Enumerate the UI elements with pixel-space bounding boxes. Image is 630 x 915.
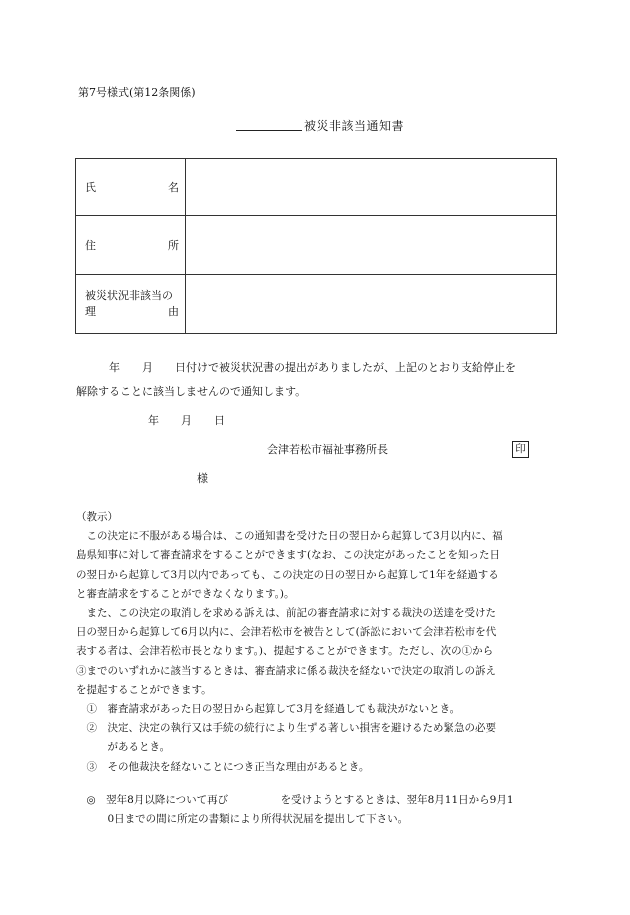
instructions-line: 島県知事に対して審査請求をすることができます(なお、この決定があったことを知った日 bbox=[76, 549, 500, 562]
name-label bbox=[76, 159, 186, 216]
form-reference: 第7号様式(第12条関係) bbox=[78, 86, 196, 99]
instructions-line: があるとき。 bbox=[76, 741, 171, 754]
instructions-line: の翌日から起算して3月以内であっても、この決定の日の翌日から起算して1年を経過する bbox=[76, 568, 499, 581]
reason-label-line2b: 由 bbox=[168, 305, 179, 318]
addressee-suffix: 様 bbox=[197, 472, 208, 485]
instructions-line: ① 審査請求があった日の翌日から起算して3月を経過しても裁決がないとき。 bbox=[76, 703, 461, 716]
info-table bbox=[75, 158, 557, 334]
instructions-section bbox=[76, 508, 556, 829]
instructions-line: 日の翌日から起算して6月以内に、会津若松市を被告として(訴訟において会津若松市を代 bbox=[76, 626, 497, 639]
address-value[interactable] bbox=[186, 216, 557, 275]
document-title: 被災非該当通知書 bbox=[304, 119, 405, 133]
body-line-2: 解除することに該当しませんので通知します。 bbox=[76, 385, 307, 398]
address-label-b: 所 bbox=[168, 239, 179, 252]
reason-value[interactable] bbox=[186, 275, 557, 334]
issuer-name: 会津若松市福祉事務所長 bbox=[267, 443, 388, 456]
name-label-a: 氏 bbox=[85, 181, 96, 194]
name-value[interactable] bbox=[186, 159, 557, 216]
instructions-line: また、この決定の取消しを求める訴えは、前記の審査請求に対する裁決の送達を受けた bbox=[76, 607, 496, 620]
address-label bbox=[76, 216, 186, 275]
instructions-line: ③までのいずれかに該当するときは、審査請求に係る裁決を経ないで決定の取消しの訴え bbox=[76, 664, 496, 677]
instructions-heading: （教示） bbox=[76, 511, 118, 523]
reason-row bbox=[76, 275, 557, 334]
name-row bbox=[76, 159, 557, 216]
body-line-1: 年 月 日付けで被災状況書の提出がありましたが、上記のとおり支給停止を bbox=[76, 361, 516, 374]
address-label-a: 住 bbox=[85, 239, 96, 252]
reason-label bbox=[76, 275, 186, 334]
name-label-b: 名 bbox=[168, 181, 179, 194]
remark-line-1: ◎ 翌年8月以降について再び を受けようとするときは、翌年8月11日から9月1 bbox=[76, 793, 514, 806]
instructions-spacer bbox=[76, 777, 556, 791]
seal-mark: 印 bbox=[512, 441, 529, 458]
remark-line-2: 0日までの間に所定の書類により所得状況届を提出して下さい。 bbox=[76, 813, 409, 826]
instructions-line: この決定に不服がある場合は、この通知書を受けた日の翌日から起算して3月以内に、福 bbox=[76, 530, 503, 543]
title-blank-line bbox=[236, 130, 302, 131]
instructions-line: を提起することができます。 bbox=[76, 683, 212, 696]
instructions-line: ② 決定、決定の執行又は手続の続行により生ずる著しい損害を避けるため緊急の必要 bbox=[76, 722, 496, 735]
instructions-line: ③ その他裁決を経ないことにつき正当な理由があるとき。 bbox=[76, 760, 370, 773]
date-line: 年 月 日 bbox=[148, 414, 225, 427]
address-row bbox=[76, 216, 557, 275]
instructions-line: と審査請求をすることができなくなります。)。 bbox=[76, 587, 295, 600]
reason-label-line1: 被災状況非該当の bbox=[85, 289, 173, 303]
reason-label-line2a: 理 bbox=[85, 305, 96, 318]
instructions-line: 表する者は、会津若松市長となります。)、提起することができます。ただし、次の①から bbox=[76, 645, 494, 658]
